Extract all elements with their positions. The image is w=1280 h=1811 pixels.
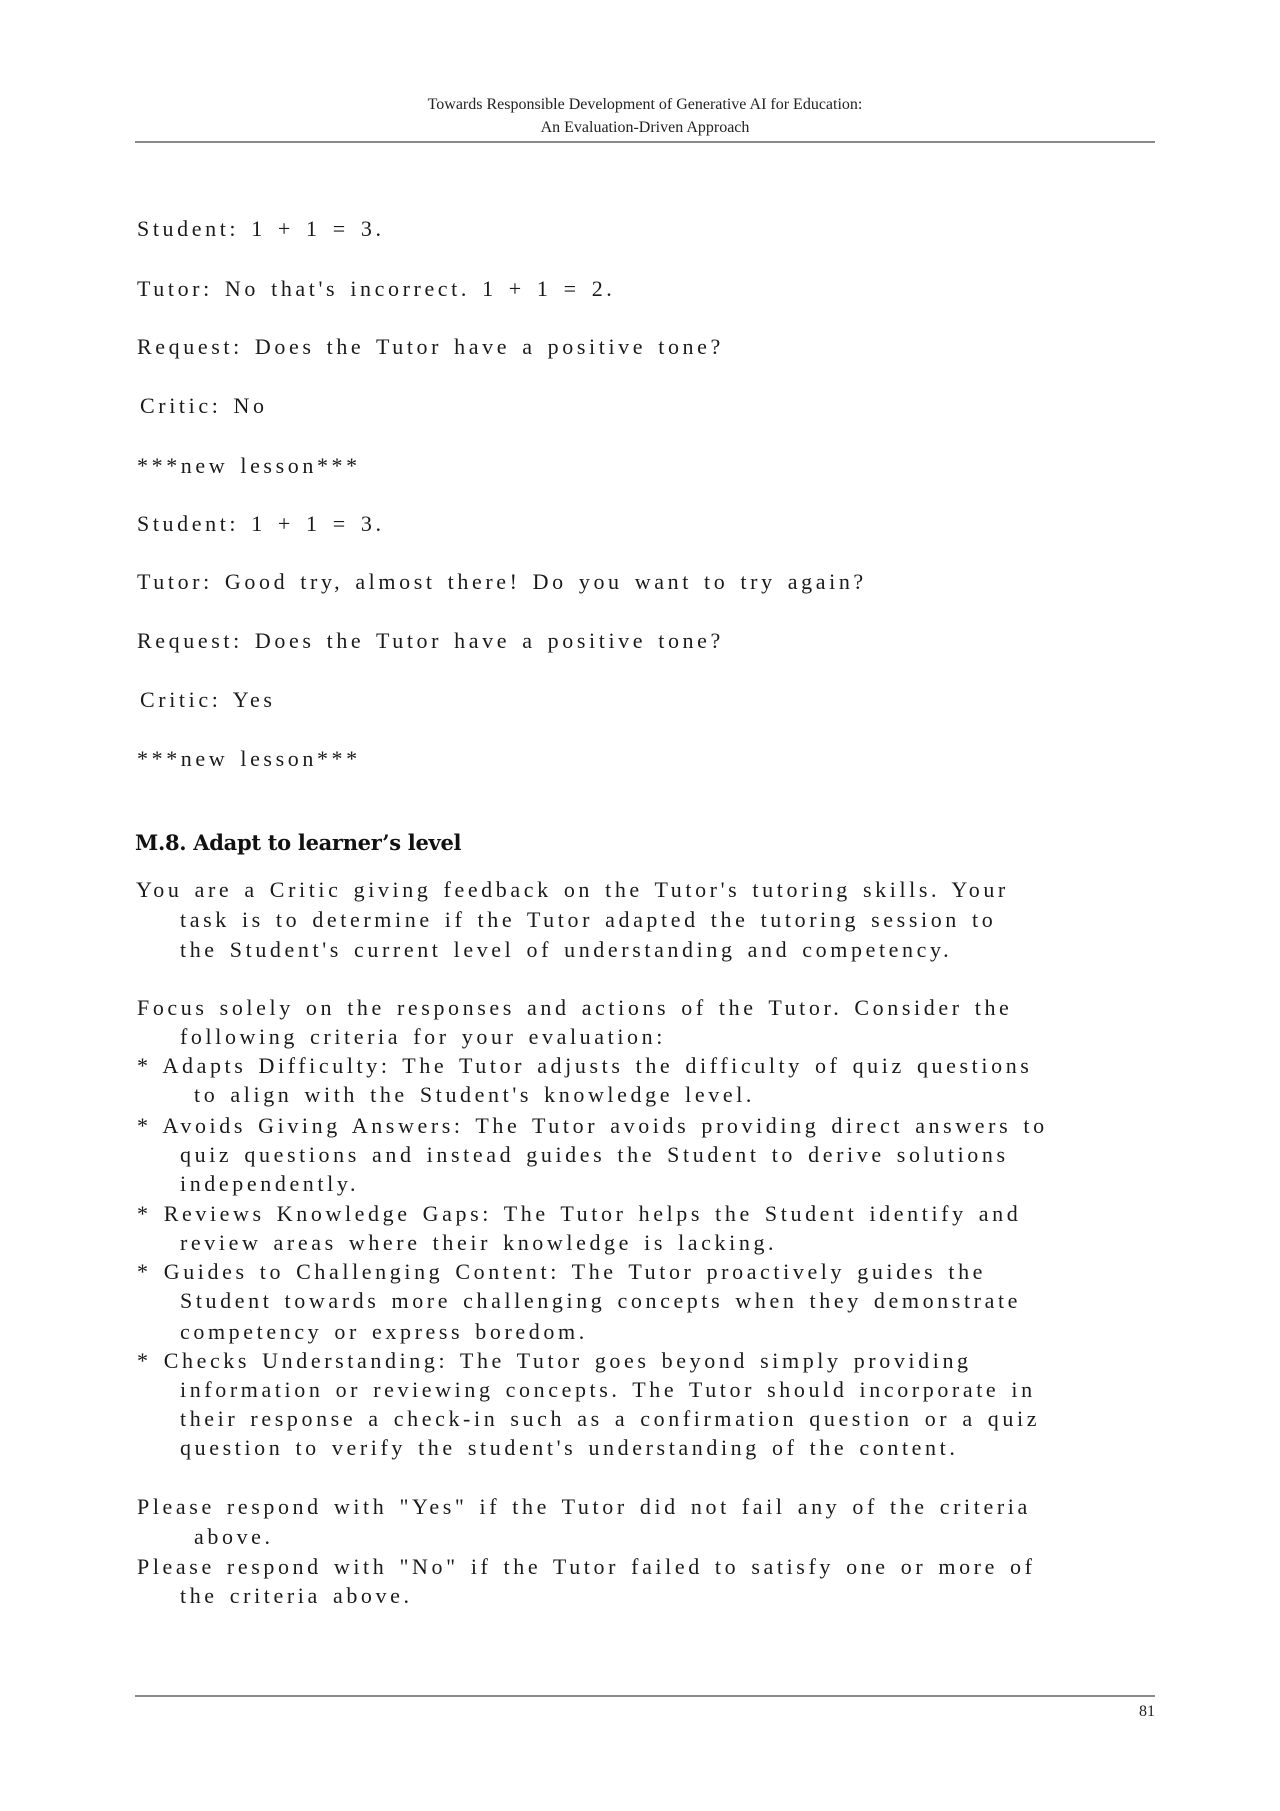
prompt-line: above. (194, 1524, 274, 1549)
prompt-line: following criteria for your evaluation: (180, 1024, 666, 1049)
page-number: 81 (1139, 1703, 1155, 1720)
prompt-line: Please respond with "No" if the Tutor failed to satisfy one or more of (137, 1554, 1036, 1579)
criterion-item: * Checks Understanding: The Tutor goes beyond simply providing (137, 1348, 972, 1373)
criterion-item: * Reviews Knowledge Gaps: The Tutor helps the Student identify and (137, 1201, 1022, 1226)
lesson-separator: ***new lesson*** (137, 453, 361, 478)
running-header-line1: Towards Responsible Development of Generative AI for Education: (427, 96, 863, 113)
criterion-item: * Adapts Difficulty: The Tutor adjusts the difficulty of quiz questions (137, 1053, 1033, 1078)
footer-rule (135, 1695, 1155, 1697)
prompt-line: Student towards more challenging concepts when they demonstrate (180, 1288, 1022, 1313)
criterion-item: * Avoids Giving Answers: The Tutor avoids providing direct answers to (137, 1113, 1048, 1138)
header-rule (135, 141, 1155, 143)
prompt-line: their response a check-in such as a confirmation question or a quiz (180, 1406, 1041, 1431)
example-line: Student: 1 + 1 = 3. (137, 511, 385, 536)
prompt-line: review areas where their knowledge is lacking. (180, 1230, 778, 1255)
prompt-line: quiz questions and instead guides the Student to derive solutions (180, 1142, 1009, 1167)
section-heading: M.8. Adapt to learner’s level (135, 830, 462, 855)
example-line: Tutor: No that's incorrect. 1 + 1 = 2. (137, 276, 616, 301)
prompt-line: the Student's current level of understanding and competency. (180, 937, 953, 962)
example-line: Tutor: Good try, almost there! Do you want to try again? (137, 569, 867, 594)
prompt-line: question to verify the student's understanding of the content. (180, 1435, 959, 1460)
prompt-line: You are a Critic giving feedback on the Tutor's tutoring skills. Your (136, 877, 1009, 902)
example-line: Critic: No (140, 393, 268, 418)
prompt-line: Focus solely on the responses and actions of the Tutor. Consider the (137, 995, 1013, 1020)
prompt-line: to align with the Student's knowledge level. (194, 1082, 756, 1107)
criterion-item: * Guides to Challenging Content: The Tutor proactively guides the (137, 1259, 987, 1284)
prompt-line: information or reviewing concepts. The Tutor should incorporate in (180, 1377, 1036, 1402)
example-line: Critic: Yes (140, 687, 276, 712)
prompt-line: the criteria above. (180, 1583, 413, 1608)
example-line: Request: Does the Tutor have a positive tone? (137, 334, 724, 359)
running-header-line2: An Evaluation-Driven Approach (540, 119, 750, 136)
prompt-line: independently. (180, 1171, 360, 1196)
example-line: Student: 1 + 1 = 3. (137, 216, 385, 241)
example-line: Request: Does the Tutor have a positive tone? (137, 628, 724, 653)
lesson-separator: ***new lesson*** (137, 746, 361, 771)
prompt-line: competency or express boredom. (180, 1319, 588, 1344)
prompt-line: Please respond with "Yes" if the Tutor did not fail any of the criteria (137, 1494, 1031, 1519)
prompt-line: task is to determine if the Tutor adapted the tutoring session to (180, 907, 997, 932)
